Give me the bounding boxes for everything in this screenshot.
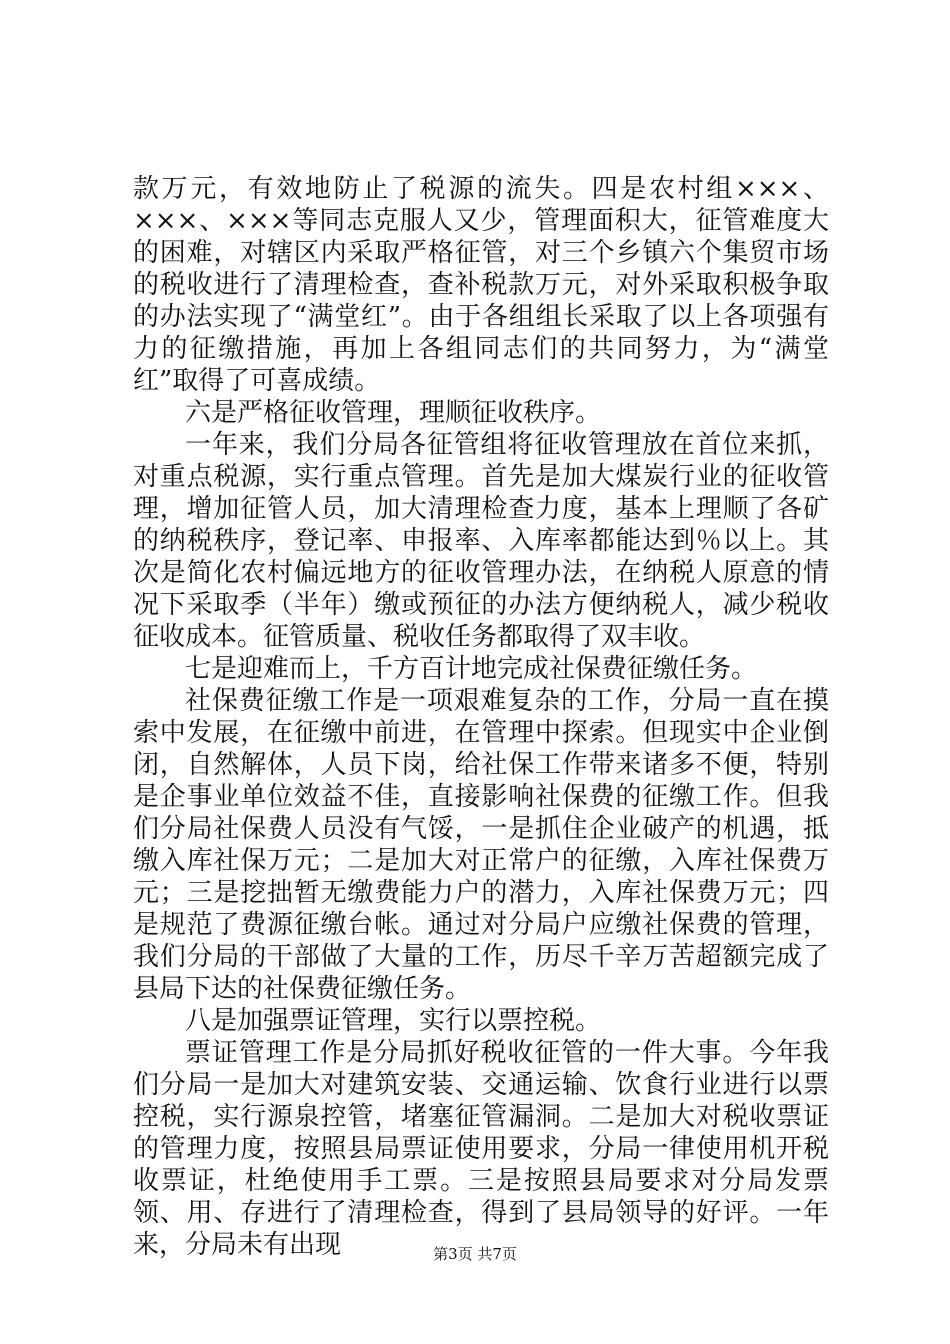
paragraph-7: 票证管理工作是分局抓好税收征管的一件大事。今年我们分局一是加大对建筑安装、交通运输、饮食行业进行以票控税，实行源泉控管，堵塞征管漏洞。二是加大对税收票证的管理力度，按照县局票证使用要求，分局一律使用机开税收票证，杜绝使用手工票。三是按照县局要求对分局发票领、用、存进行了清理检查，得到了县局领导的好评。一年来，分局未有出现 (133, 1038, 829, 1260)
paragraph-3: 一年来，我们分局各征管组将征收管理放在首位来抓，对重点税源，实行重点管理。首先是加大煤炭行业的征收管理，增加征管人员，加大清理检查力度，基本上理顺了各矿的纳税秩序，登记率、申报率、入库率都能达到％以上。其次是简化农村偏远地方的征收管理办法，在纳税人原意的情况下采取季（半年）缴或预征的办法方便纳税人，减少税收征收成本。征管质量、税收任务都取得了双丰收。 (133, 430, 829, 652)
paragraph-6-heading: 八是加强票证管理，实行以票控税。 (185, 1006, 602, 1036)
document-body (133, 173, 829, 1261)
paragraph-2-heading: 六是严格征收管理，理顺征收秩序。 (185, 398, 602, 428)
page-footer (0, 1244, 950, 1264)
paragraph-4-heading: 七是迎难而上，千方百计地完成社保费征缴任务。 (185, 654, 758, 684)
paragraph-1: 款万元，有效地防止了税源的流失。四是农村组×××、×××、×××等同志克服人又少，管理面积大，征管难度大的困难，对辖区内采取严格征管，对三个乡镇六个集贸市场的税收进行了清理检查，查补税款万元，对外采取积极争取的办法实现了“满堂红”。由于各组组长采取了以上各项强有力的征缴措施，再加上各组同志们的共同努力，为“满堂红”取得了可喜成绩。 (133, 174, 829, 396)
paragraph-5: 社保费征缴工作是一项艰难复杂的工作，分局一直在摸索中发展，在征缴中前进，在管理中探索。但现实中企业倒闭，自然解体，人员下岗，给社保工作带来诸多不便，特别是企事业单位效益不佳，直接影响社保费的征缴工作。但我们分局社保费人员没有气馁，一是抓住企业破产的机遇，抵缴入库社保万元；二是加大对正常户的征缴，入库社保费万元；三是挖拙暂无缴费能力户的潜力，入库社保费万元；四是规范了费源征缴台帐。通过对分局户应缴社保费的管理，我们分局的干部做了大量的工作，历尽千辛万苦超额完成了县局下达的社保费征缴任务。 (133, 686, 829, 1004)
page-number: 第3页 共7页 (433, 1245, 517, 1263)
